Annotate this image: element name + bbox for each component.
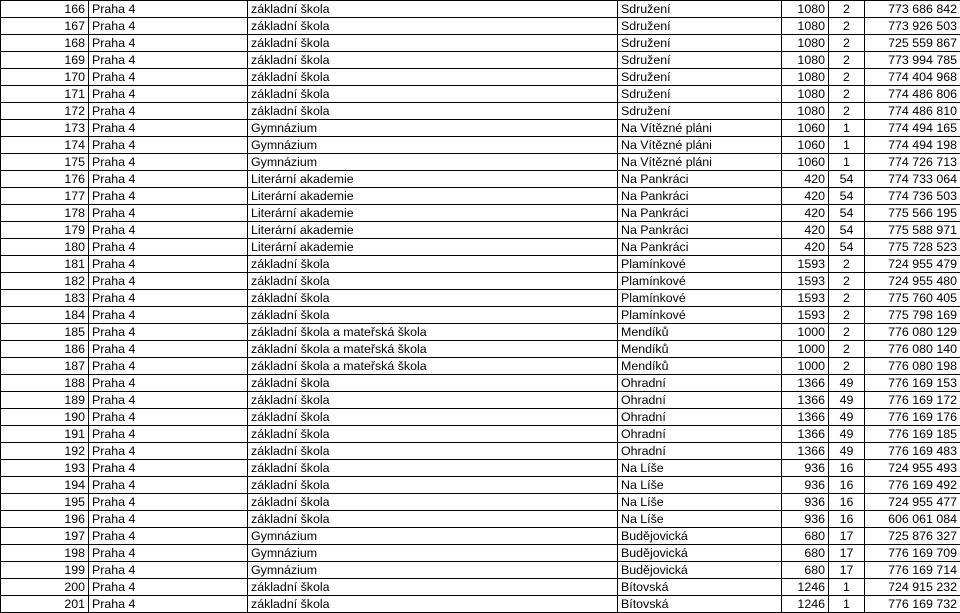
cell-count: 2 xyxy=(829,103,865,120)
cell-district: Praha 4 xyxy=(89,579,248,596)
table-row xyxy=(1,18,960,35)
cell-count: 54 xyxy=(829,222,865,239)
cell-row-number: 171 xyxy=(1,86,89,103)
cell-count: 49 xyxy=(829,392,865,409)
cell-school-type: základní škola xyxy=(248,69,618,86)
cell-street: Na Líše xyxy=(618,477,782,494)
table-row xyxy=(1,443,960,460)
cell-house-number: 1593 xyxy=(782,256,829,273)
table-row xyxy=(1,579,960,596)
cell-school-type: základní škola xyxy=(248,103,618,120)
cell-row-number: 179 xyxy=(1,222,89,239)
cell-district: Praha 4 xyxy=(89,358,248,375)
cell-row-number: 195 xyxy=(1,494,89,511)
cell-row-number: 184 xyxy=(1,307,89,324)
cell-house-number: 1366 xyxy=(782,375,829,392)
table-row xyxy=(1,171,960,188)
cell-count: 2 xyxy=(829,307,865,324)
cell-street: Na Pankráci xyxy=(618,205,782,222)
cell-house-number: 680 xyxy=(782,528,829,545)
cell-phone-number: 776 169 176 xyxy=(865,409,960,426)
cell-district: Praha 4 xyxy=(89,239,248,256)
cell-row-number: 189 xyxy=(1,392,89,409)
cell-house-number: 1000 xyxy=(782,341,829,358)
cell-district: Praha 4 xyxy=(89,528,248,545)
table-row xyxy=(1,120,960,137)
cell-street: Sdružení xyxy=(618,69,782,86)
cell-district: Praha 4 xyxy=(89,154,248,171)
cell-district: Praha 4 xyxy=(89,443,248,460)
cell-phone-number: 725 559 867 xyxy=(865,35,960,52)
table-row xyxy=(1,137,960,154)
cell-phone-number: 776 169 714 xyxy=(865,562,960,579)
cell-row-number: 178 xyxy=(1,205,89,222)
cell-row-number: 197 xyxy=(1,528,89,545)
table-row xyxy=(1,1,960,18)
cell-phone-number: 776 080 140 xyxy=(865,341,960,358)
cell-phone-number: 775 566 195 xyxy=(865,205,960,222)
cell-count: 2 xyxy=(829,35,865,52)
cell-phone-number: 724 955 479 xyxy=(865,256,960,273)
cell-school-type: základní škola a mateřská škola xyxy=(248,358,618,375)
cell-street: Plamínkové xyxy=(618,290,782,307)
cell-count: 54 xyxy=(829,239,865,256)
cell-row-number: 191 xyxy=(1,426,89,443)
cell-count: 49 xyxy=(829,409,865,426)
cell-house-number: 936 xyxy=(782,460,829,477)
cell-row-number: 196 xyxy=(1,511,89,528)
cell-street: Ohradní xyxy=(618,409,782,426)
cell-street: Na Vítězné pláni xyxy=(618,120,782,137)
cell-row-number: 177 xyxy=(1,188,89,205)
cell-count: 2 xyxy=(829,290,865,307)
cell-school-type: Literární akademie xyxy=(248,171,618,188)
cell-school-type: základní škola xyxy=(248,86,618,103)
cell-school-type: základní škola xyxy=(248,426,618,443)
cell-count: 2 xyxy=(829,69,865,86)
table-row xyxy=(1,35,960,52)
cell-street: Ohradní xyxy=(618,443,782,460)
cell-row-number: 183 xyxy=(1,290,89,307)
table-row xyxy=(1,426,960,443)
table-row xyxy=(1,52,960,69)
cell-district: Praha 4 xyxy=(89,392,248,409)
cell-house-number: 420 xyxy=(782,222,829,239)
cell-count: 2 xyxy=(829,86,865,103)
cell-count: 17 xyxy=(829,545,865,562)
cell-count: 16 xyxy=(829,477,865,494)
cell-street: Sdružení xyxy=(618,18,782,35)
cell-row-number: 201 xyxy=(1,596,89,613)
cell-school-type: základní škola xyxy=(248,273,618,290)
cell-school-type: základní škola xyxy=(248,375,618,392)
cell-phone-number: 773 926 503 xyxy=(865,18,960,35)
cell-street: Sdružení xyxy=(618,86,782,103)
cell-house-number: 680 xyxy=(782,562,829,579)
cell-phone-number: 725 876 327 xyxy=(865,528,960,545)
cell-district: Praha 4 xyxy=(89,18,248,35)
cell-row-number: 169 xyxy=(1,52,89,69)
cell-count: 49 xyxy=(829,443,865,460)
cell-district: Praha 4 xyxy=(89,545,248,562)
cell-phone-number: 776 169 153 xyxy=(865,375,960,392)
cell-row-number: 193 xyxy=(1,460,89,477)
cell-house-number: 1080 xyxy=(782,1,829,18)
cell-street: Ohradní xyxy=(618,375,782,392)
cell-house-number: 420 xyxy=(782,188,829,205)
cell-house-number: 1060 xyxy=(782,120,829,137)
cell-phone-number: 724 955 477 xyxy=(865,494,960,511)
cell-phone-number: 776 080 129 xyxy=(865,324,960,341)
cell-district: Praha 4 xyxy=(89,307,248,324)
cell-school-type: základní škola xyxy=(248,392,618,409)
cell-school-type: Gymnázium xyxy=(248,545,618,562)
table-row xyxy=(1,290,960,307)
cell-district: Praha 4 xyxy=(89,290,248,307)
cell-row-number: 199 xyxy=(1,562,89,579)
cell-phone-number: 773 994 785 xyxy=(865,52,960,69)
cell-house-number: 936 xyxy=(782,494,829,511)
cell-row-number: 192 xyxy=(1,443,89,460)
cell-district: Praha 4 xyxy=(89,341,248,358)
cell-district: Praha 4 xyxy=(89,69,248,86)
cell-phone-number: 774 733 064 xyxy=(865,171,960,188)
cell-phone-number: 724 955 493 xyxy=(865,460,960,477)
cell-district: Praha 4 xyxy=(89,86,248,103)
cell-count: 54 xyxy=(829,205,865,222)
cell-school-type: Literární akademie xyxy=(248,222,618,239)
cell-row-number: 187 xyxy=(1,358,89,375)
cell-row-number: 172 xyxy=(1,103,89,120)
cell-count: 54 xyxy=(829,171,865,188)
cell-street: Na Pankráci xyxy=(618,222,782,239)
cell-street: Ohradní xyxy=(618,392,782,409)
cell-street: Plamínkové xyxy=(618,256,782,273)
cell-house-number: 1593 xyxy=(782,290,829,307)
cell-street: Na Vítězné pláni xyxy=(618,137,782,154)
cell-school-type: základní škola xyxy=(248,290,618,307)
cell-house-number: 936 xyxy=(782,511,829,528)
cell-street: Na Líše xyxy=(618,511,782,528)
cell-street: Budějovická xyxy=(618,528,782,545)
table-row xyxy=(1,528,960,545)
cell-phone-number: 774 494 198 xyxy=(865,137,960,154)
cell-house-number: 1060 xyxy=(782,137,829,154)
cell-district: Praha 4 xyxy=(89,1,248,18)
cell-count: 54 xyxy=(829,188,865,205)
cell-house-number: 420 xyxy=(782,239,829,256)
cell-house-number: 680 xyxy=(782,545,829,562)
cell-house-number: 420 xyxy=(782,205,829,222)
table-row xyxy=(1,324,960,341)
cell-row-number: 188 xyxy=(1,375,89,392)
table-row xyxy=(1,511,960,528)
cell-street: Na Pankráci xyxy=(618,188,782,205)
cell-row-number: 185 xyxy=(1,324,89,341)
cell-house-number: 1080 xyxy=(782,69,829,86)
cell-school-type: Literární akademie xyxy=(248,188,618,205)
cell-district: Praha 4 xyxy=(89,137,248,154)
cell-row-number: 175 xyxy=(1,154,89,171)
cell-house-number: 1080 xyxy=(782,35,829,52)
cell-phone-number: 724 955 480 xyxy=(865,273,960,290)
cell-phone-number: 774 486 810 xyxy=(865,103,960,120)
cell-phone-number: 775 760 405 xyxy=(865,290,960,307)
cell-street: Mendíků xyxy=(618,341,782,358)
table-row xyxy=(1,545,960,562)
cell-house-number: 1593 xyxy=(782,307,829,324)
table-row xyxy=(1,86,960,103)
cell-district: Praha 4 xyxy=(89,120,248,137)
cell-row-number: 166 xyxy=(1,1,89,18)
cell-school-type: základní škola xyxy=(248,35,618,52)
cell-school-type: základní škola xyxy=(248,443,618,460)
cell-district: Praha 4 xyxy=(89,494,248,511)
table-row xyxy=(1,375,960,392)
cell-house-number: 1080 xyxy=(782,103,829,120)
cell-count: 17 xyxy=(829,528,865,545)
cell-count: 16 xyxy=(829,460,865,477)
cell-school-type: Gymnázium xyxy=(248,528,618,545)
cell-school-type: Gymnázium xyxy=(248,120,618,137)
table-row xyxy=(1,477,960,494)
cell-school-type: základní škola xyxy=(248,1,618,18)
cell-phone-number: 606 061 084 xyxy=(865,511,960,528)
cell-count: 2 xyxy=(829,1,865,18)
cell-row-number: 180 xyxy=(1,239,89,256)
cell-district: Praha 4 xyxy=(89,35,248,52)
cell-street: Na Líše xyxy=(618,494,782,511)
cell-count: 2 xyxy=(829,358,865,375)
cell-house-number: 1593 xyxy=(782,273,829,290)
cell-phone-number: 774 404 968 xyxy=(865,69,960,86)
cell-count: 49 xyxy=(829,426,865,443)
cell-street: Plamínkové xyxy=(618,307,782,324)
table-row xyxy=(1,596,960,613)
table-row xyxy=(1,460,960,477)
cell-district: Praha 4 xyxy=(89,222,248,239)
cell-street: Sdružení xyxy=(618,35,782,52)
cell-row-number: 168 xyxy=(1,35,89,52)
cell-phone-number: 776 080 198 xyxy=(865,358,960,375)
cell-row-number: 176 xyxy=(1,171,89,188)
cell-house-number: 1366 xyxy=(782,409,829,426)
cell-district: Praha 4 xyxy=(89,52,248,69)
cell-phone-number: 776 169 172 xyxy=(865,392,960,409)
cell-house-number: 1060 xyxy=(782,154,829,171)
table-row xyxy=(1,358,960,375)
cell-phone-number: 774 736 503 xyxy=(865,188,960,205)
cell-street: Bítovská xyxy=(618,596,782,613)
cell-count: 1 xyxy=(829,154,865,171)
cell-phone-number: 775 728 523 xyxy=(865,239,960,256)
table-row xyxy=(1,562,960,579)
cell-phone-number: 776 169 185 xyxy=(865,426,960,443)
cell-phone-number: 776 169 709 xyxy=(865,545,960,562)
cell-count: 2 xyxy=(829,341,865,358)
cell-school-type: základní škola xyxy=(248,494,618,511)
cell-row-number: 173 xyxy=(1,120,89,137)
table-row xyxy=(1,256,960,273)
table-row xyxy=(1,494,960,511)
cell-row-number: 181 xyxy=(1,256,89,273)
cell-school-type: základní škola xyxy=(248,409,618,426)
cell-count: 1 xyxy=(829,596,865,613)
cell-school-type: základní škola a mateřská škola xyxy=(248,324,618,341)
cell-count: 2 xyxy=(829,52,865,69)
cell-row-number: 194 xyxy=(1,477,89,494)
cell-phone-number: 776 169 492 xyxy=(865,477,960,494)
cell-phone-number: 775 588 971 xyxy=(865,222,960,239)
cell-district: Praha 4 xyxy=(89,273,248,290)
cell-district: Praha 4 xyxy=(89,375,248,392)
cell-street: Plamínkové xyxy=(618,273,782,290)
cell-count: 49 xyxy=(829,375,865,392)
cell-district: Praha 4 xyxy=(89,205,248,222)
cell-school-type: základní škola xyxy=(248,596,618,613)
cell-district: Praha 4 xyxy=(89,511,248,528)
cell-school-type: základní škola xyxy=(248,460,618,477)
cell-count: 16 xyxy=(829,511,865,528)
cell-row-number: 167 xyxy=(1,18,89,35)
cell-house-number: 1000 xyxy=(782,358,829,375)
table-body xyxy=(1,1,960,613)
table-row xyxy=(1,273,960,290)
cell-phone-number: 773 686 842 xyxy=(865,1,960,18)
cell-row-number: 170 xyxy=(1,69,89,86)
cell-street: Budějovická xyxy=(618,562,782,579)
cell-school-type: Literární akademie xyxy=(248,239,618,256)
cell-row-number: 190 xyxy=(1,409,89,426)
cell-street: Mendíků xyxy=(618,358,782,375)
cell-phone-number: 774 726 713 xyxy=(865,154,960,171)
cell-school-type: základní škola xyxy=(248,18,618,35)
cell-street: Bítovská xyxy=(618,579,782,596)
cell-district: Praha 4 xyxy=(89,256,248,273)
cell-house-number: 936 xyxy=(782,477,829,494)
table-row xyxy=(1,205,960,222)
cell-school-type: Literární akademie xyxy=(248,205,618,222)
cell-house-number: 1366 xyxy=(782,392,829,409)
cell-district: Praha 4 xyxy=(89,562,248,579)
cell-count: 1 xyxy=(829,579,865,596)
cell-count: 1 xyxy=(829,137,865,154)
cell-row-number: 198 xyxy=(1,545,89,562)
cell-school-type: základní škola a mateřská škola xyxy=(248,341,618,358)
cell-street: Mendíků xyxy=(618,324,782,341)
cell-district: Praha 4 xyxy=(89,409,248,426)
cell-count: 2 xyxy=(829,273,865,290)
cell-house-number: 1080 xyxy=(782,52,829,69)
table-row xyxy=(1,239,960,256)
cell-house-number: 1080 xyxy=(782,18,829,35)
cell-count: 1 xyxy=(829,120,865,137)
cell-street: Na Vítězné pláni xyxy=(618,154,782,171)
cell-row-number: 182 xyxy=(1,273,89,290)
cell-house-number: 1000 xyxy=(782,324,829,341)
cell-district: Praha 4 xyxy=(89,103,248,120)
cell-street: Ohradní xyxy=(618,426,782,443)
cell-school-type: Gymnázium xyxy=(248,137,618,154)
cell-phone-number: 776 169 483 xyxy=(865,443,960,460)
cell-count: 16 xyxy=(829,494,865,511)
cell-street: Budějovická xyxy=(618,545,782,562)
cell-school-type: základní škola xyxy=(248,256,618,273)
cell-school-type: základní škola xyxy=(248,307,618,324)
table-row xyxy=(1,69,960,86)
table-row xyxy=(1,154,960,171)
cell-district: Praha 4 xyxy=(89,324,248,341)
table-row xyxy=(1,307,960,324)
cell-district: Praha 4 xyxy=(89,188,248,205)
cell-district: Praha 4 xyxy=(89,460,248,477)
cell-count: 2 xyxy=(829,324,865,341)
cell-phone-number: 724 915 232 xyxy=(865,579,960,596)
table-row xyxy=(1,188,960,205)
cell-street: Na Líše xyxy=(618,460,782,477)
cell-count: 2 xyxy=(829,256,865,273)
table-row xyxy=(1,222,960,239)
cell-street: Na Pankráci xyxy=(618,171,782,188)
cell-street: Sdružení xyxy=(618,52,782,69)
cell-phone-number: 774 494 165 xyxy=(865,120,960,137)
cell-school-type: Gymnázium xyxy=(248,562,618,579)
cell-district: Praha 4 xyxy=(89,477,248,494)
cell-house-number: 420 xyxy=(782,171,829,188)
cell-phone-number: 776 169 732 xyxy=(865,596,960,613)
cell-house-number: 1366 xyxy=(782,426,829,443)
cell-school-type: základní škola xyxy=(248,579,618,596)
cell-phone-number: 774 486 806 xyxy=(865,86,960,103)
cell-house-number: 1246 xyxy=(782,596,829,613)
cell-street: Na Pankráci xyxy=(618,239,782,256)
cell-district: Praha 4 xyxy=(89,426,248,443)
cell-district: Praha 4 xyxy=(89,596,248,613)
cell-row-number: 200 xyxy=(1,579,89,596)
cell-house-number: 1246 xyxy=(782,579,829,596)
cell-count: 2 xyxy=(829,18,865,35)
table-row xyxy=(1,409,960,426)
cell-house-number: 1366 xyxy=(782,443,829,460)
cell-school-type: základní škola xyxy=(248,477,618,494)
cell-district: Praha 4 xyxy=(89,171,248,188)
cell-house-number: 1080 xyxy=(782,86,829,103)
cell-school-type: základní škola xyxy=(248,511,618,528)
table-row xyxy=(1,392,960,409)
cell-school-type: základní škola xyxy=(248,52,618,69)
cell-count: 17 xyxy=(829,562,865,579)
cell-street: Sdružení xyxy=(618,103,782,120)
cell-phone-number: 775 798 169 xyxy=(865,307,960,324)
cell-row-number: 186 xyxy=(1,341,89,358)
cell-street: Sdružení xyxy=(618,1,782,18)
table-row xyxy=(1,341,960,358)
table-row xyxy=(1,103,960,120)
cell-school-type: Gymnázium xyxy=(248,154,618,171)
cell-row-number: 174 xyxy=(1,137,89,154)
